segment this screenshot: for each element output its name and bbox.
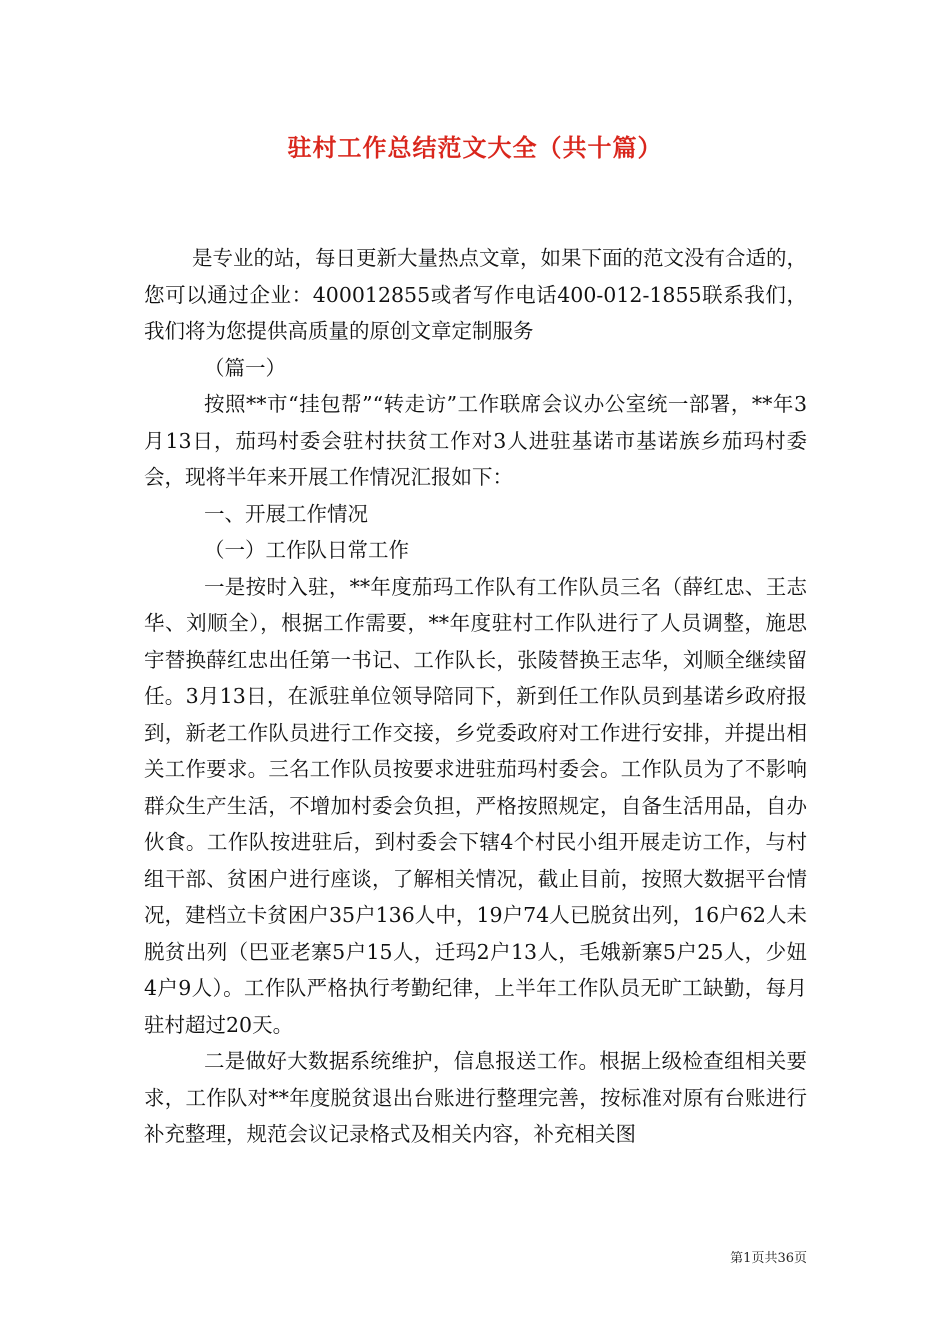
body-paragraph: 二是做好大数据系统维护，信息报送工作。根据上级检查组相关要求，工作队对**年度脱贫退出台账进行整理完善，按标准对原有台账进行补充整理，规范会议记录格式及相关内容，补充相关图 — [144, 1049, 807, 1146]
document-body — [144, 240, 807, 1153]
body-paragraph: 一是按时入驻，**年度茄玛工作队有工作队员三名（薛红忠、王志华、刘顺全），根据工作需要，**年度驻村工作队进行了人员调整，施思宇替换薛红忠出任第一书记、工作队长，张陵替换王志华，刘顺全继续留任。3月13日，在派驻单位领导陪同下，新到任工作队员到基诺乡政府报到，新老工作队员进行工作交接，乡党委政府对工作进行安排，并提出相关工作要求。三名工作队员按要求进驻茄玛村委会。工作队员为了不影响群众生产生活，不增加村委会负担，严格按照规定，自备生活用品，自办伙食。工作队按进驻后，到村委会下辖4个村民小组开展走访工作，与村组干部、贫困户进行座谈，了解相关情况，截止目前，按照大数据平台情况，建档立卡贫困户35户136人中，19户74人已脱贫出列，16户62人未脱贫出列（巴亚老寨5户15人，迁玛2户13人，毛娥新寨5户25人，少妞4户9人）。工作队严格执行考勤纪律，上半年工作队员无旷工缺勤，每月驻村超过20天。 — [144, 574, 807, 1037]
subsection-heading: （一）工作队日常工作 — [204, 538, 409, 562]
document-title: 驻村工作总结范文大全（共十篇） — [287, 133, 663, 162]
page-number: 第1页共36页 — [730, 1251, 807, 1266]
chapter-label: （篇一） — [204, 355, 286, 380]
section-heading: 一、开展工作情况 — [204, 501, 368, 526]
intro-paragraph: 是专业的站，每日更新大量热点文章，如果下面的范文没有合适的，您可以通过企业：400012855或者写作电话400-012-1855联系我们，我们将为您提供高质量的原创文章定制服务 — [144, 246, 807, 343]
opening-paragraph: 按照**市“挂包帮”“转走访”工作联席会议办公室统一部署，**年3月13日，茄玛村委会驻村扶贫工作对3人进驻基诺市基诺族乡茄玛村委会，现将半年来开展工作情况汇报如下： — [144, 392, 807, 489]
